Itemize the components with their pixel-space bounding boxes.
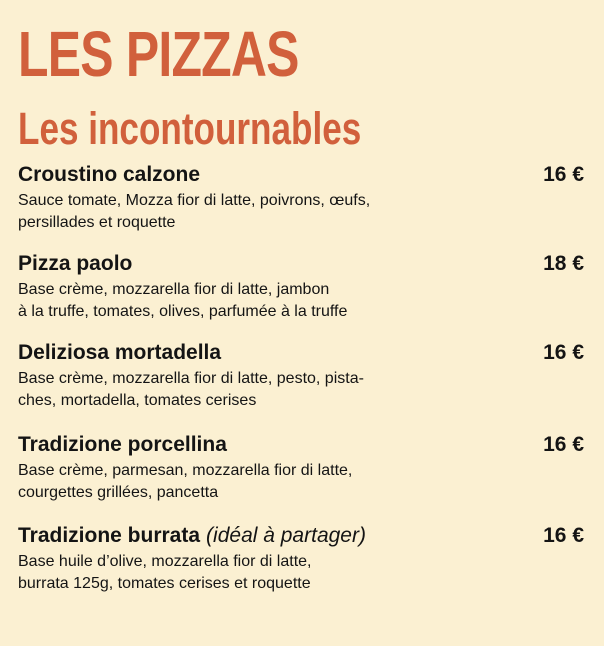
menu-item-name: Pizza paolo [18,252,133,275]
menu-item-description-line: ches, mortadella, tomates cerises [18,392,257,409]
menu-item-description-line: Base crème, mozzarella fior di latte, pesto, pista- [18,370,364,387]
menu-item-name: Deliziosa mortadella [18,341,222,364]
menu-item-price: 16 € [543,524,584,547]
menu-item [18,251,584,323]
menu-item-description [18,279,584,323]
menu-item-header [18,340,584,366]
menu-item-description-line: Base huile d’olive, mozzarella fior di latte, [18,553,312,570]
menu-item-description-line: burrata 125g, tomates cerises et roquette [18,575,311,592]
menu-item-header [18,162,584,188]
menu-item-description [18,368,584,412]
menu-item-description-line: Base crème, mozzarella fior di latte, jambon [18,281,330,298]
menu-item-description [18,551,584,595]
menu-item-note: (idéal à partager) [206,524,366,547]
menu-item-price: 16 € [543,341,584,364]
menu-item [18,432,584,504]
menu-title: LES PIZZAS [18,18,299,90]
menu-item-description-line: Sauce tomate, Mozza fior di latte, poivrons, œufs, [18,192,371,209]
menu-item-header [18,523,584,549]
menu-item-description-line: à la truffe, tomates, olives, parfumée à la truffe [18,303,348,320]
menu-item-description-line: Base crème, parmesan, mozzarella fior di latte, [18,462,353,479]
menu-item-header [18,251,584,277]
menu-item-price: 18 € [543,252,584,275]
menu-item-price: 16 € [543,433,584,456]
menu-section-title: Les incontournables [18,103,362,154]
menu-item-description [18,190,584,234]
menu-item-description [18,460,584,504]
menu-item-description-line: persillades et roquette [18,214,176,231]
menu-item [18,162,584,234]
menu-item-description-line: courgettes grillées, pancetta [18,484,219,501]
menu-item-name: Croustino calzone [18,163,201,186]
menu-item-name: Tradizione burrata [18,524,201,547]
menu-item [18,340,584,412]
menu-item [18,523,584,595]
menu-item-price: 16 € [543,163,584,186]
menu-item-header [18,432,584,458]
menu-item-name: Tradizione porcellina [18,433,227,456]
